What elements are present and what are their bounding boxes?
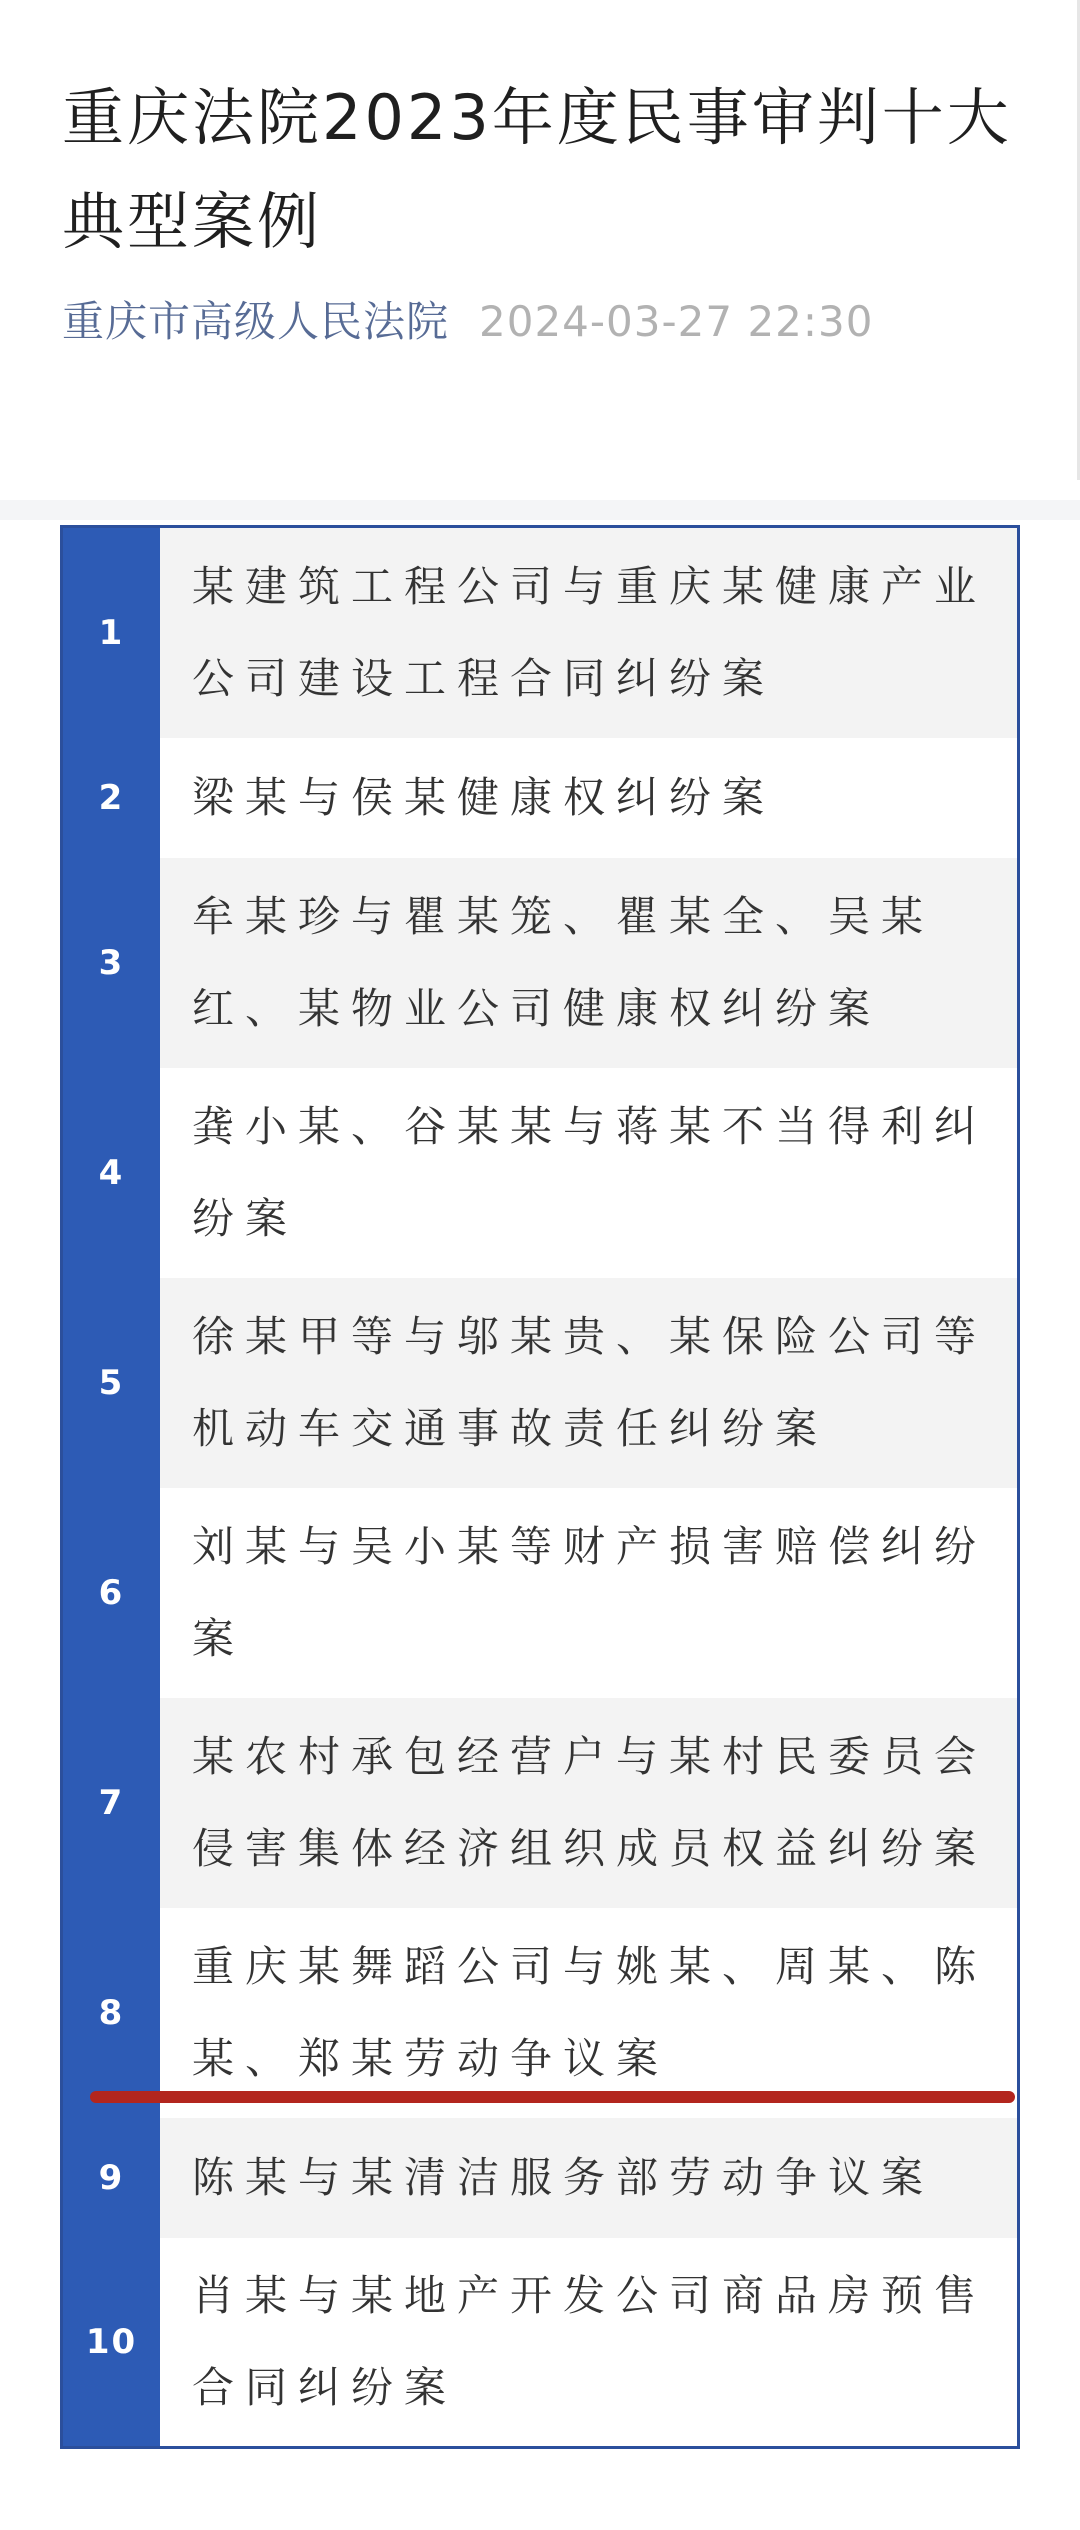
- case-title: 龚小某、谷某某与蒋某不当得利纠纷案: [192, 1102, 988, 1243]
- case-title: 刘某与吴小某等财产损害赔偿纠纷案: [192, 1522, 988, 1663]
- table-row: [63, 1068, 1017, 1278]
- case-title: 某建筑工程公司与重庆某健康产业公司建设工程合同纠纷案: [192, 562, 988, 703]
- case-title: 梁某与侯某健康权纠纷案: [192, 773, 776, 822]
- case-number: 9: [63, 2118, 160, 2238]
- case-number: 10: [63, 2238, 160, 2446]
- case-title: 某农村承包经营户与某村民委员会侵害集体经济组织成员权益纠纷案: [192, 1732, 988, 1873]
- case-number: 4: [63, 1068, 160, 1278]
- case-table: [60, 525, 1020, 2449]
- case-title: 徐某甲等与邬某贵、某保险公司等机动车交通事故责任纠纷案: [192, 1312, 988, 1453]
- table-row: [63, 1698, 1017, 1908]
- section-divider: [0, 500, 1080, 520]
- article-header: [0, 0, 1077, 500]
- table-row: [63, 858, 1017, 1068]
- publish-time: 2024-03-27 22:30: [479, 297, 874, 346]
- case-number: 7: [63, 1698, 160, 1908]
- source-link[interactable]: 重庆市高级人民法院: [62, 297, 450, 346]
- case-number: 3: [63, 858, 160, 1068]
- case-title: 重庆某舞蹈公司与姚某、周某、陈某、郑某劳动争议案: [192, 1942, 988, 2083]
- case-number: 8: [63, 1908, 160, 2118]
- article-meta: [62, 292, 874, 352]
- highlight-underline: [90, 2091, 1015, 2103]
- case-number: 1: [63, 528, 160, 738]
- table-row: [63, 1278, 1017, 1488]
- table-row: [63, 738, 1017, 858]
- case-number: 5: [63, 1278, 160, 1488]
- table-row: [63, 2118, 1017, 2238]
- page-title: 重庆法院2023年度民事审判十大典型案例: [62, 81, 1012, 258]
- table-row: [63, 1908, 1017, 2118]
- table-row: [63, 2238, 1017, 2446]
- table-row: [63, 1488, 1017, 1698]
- case-title: 牟某珍与瞿某笼、瞿某全、吴某红、某物业公司健康权纠纷案: [192, 892, 935, 1033]
- case-title: 肖某与某地产开发公司商品房预售合同纠纷案: [192, 2271, 988, 2412]
- case-number: 6: [63, 1488, 160, 1698]
- case-title: 陈某与某清洁服务部劳动争议案: [192, 2153, 935, 2202]
- table-row: [63, 528, 1017, 738]
- case-number: 2: [63, 738, 160, 858]
